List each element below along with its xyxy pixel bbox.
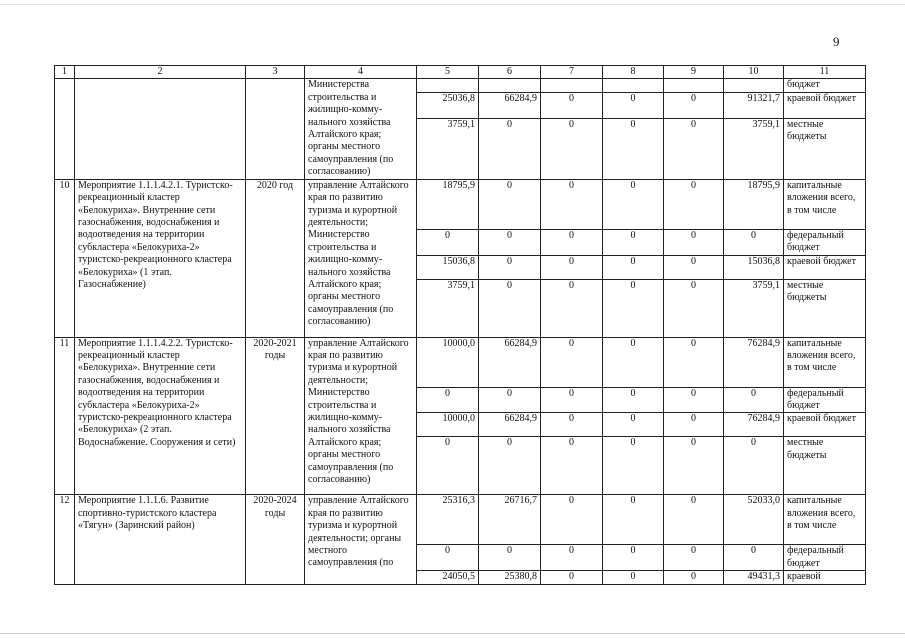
cell-year: 2020-2024 годы <box>246 495 305 585</box>
cell-value: 0 <box>724 229 784 255</box>
cell-executor: управление Алтайского края по развитию туризма и курортной деятельности; Министерство строительства и жилищно-коммунального хозяйства Алтайского края; органы местного самоуправления (по согласованию) <box>305 179 417 337</box>
page-number: 9 <box>833 34 840 49</box>
cell-value: 10000,0 <box>417 337 479 387</box>
cell-value: 0 <box>664 337 724 387</box>
cell-value: 18795,9 <box>417 179 479 229</box>
budget-table <box>54 65 866 585</box>
cell-source: краевой <box>784 571 866 585</box>
cell-value: 0 <box>541 437 603 495</box>
cell-value: 15036,8 <box>417 255 479 279</box>
cell-value: 0 <box>603 255 664 279</box>
header-cell: 2 <box>75 66 246 79</box>
cell-value: 0 <box>417 437 479 495</box>
cell-value: 0 <box>541 387 603 413</box>
cell-year: 2020-2021 годы <box>246 337 305 495</box>
cell-value: 0 <box>603 118 664 179</box>
cell-executor: управление Алтайского края по развитию туризма и курортной деятельности; Министерство строительства и жилищно-коммунального хозяйства Алтайского края; органы местного самоуправления (по согласованию) <box>305 337 417 495</box>
cell-value: 0 <box>664 413 724 437</box>
cell-value: 0 <box>603 387 664 413</box>
cell-value: 26716,7 <box>479 495 541 545</box>
cell-source: федеральный бюджет <box>784 545 866 571</box>
header-cell: 9 <box>664 66 724 79</box>
cell-value: 0 <box>664 279 724 337</box>
cell-value: 25380,8 <box>479 571 541 585</box>
cell-value: 0 <box>664 92 724 118</box>
cell-value: 0 <box>664 571 724 585</box>
cell-value: 25036,8 <box>417 92 479 118</box>
cell-value <box>664 79 724 92</box>
cell-executor: Министерства строительства и жилищно-коммунального хозяйства Алтайского края; органы местного самоуправления (по согласованию) <box>305 79 417 179</box>
cell-value: 66284,9 <box>479 413 541 437</box>
cell-source: капитальные вложения всего, в том числе <box>784 337 866 387</box>
cell-value: 0 <box>541 92 603 118</box>
cell-value: 0 <box>664 387 724 413</box>
cell-name: Мероприятие 1.1.1.6. Развитие спортивно-туристского кластера «Тягун» (Заринский район) <box>75 495 246 585</box>
cell-source: краевой бюджет <box>784 92 866 118</box>
cell-num <box>55 79 75 179</box>
cell-value <box>417 79 479 92</box>
cell-name: Мероприятие 1.1.1.4.2.2. Туристско-рекреационный кластер «Белокуриха». Внутренние сети газоснабжения, водоснабжения и водоотведения на территории субкластера «Белокуриха-2» туристско-рекреационного кластера «Белокуриха» (2 этап. Водоснабжение. Сооружения и сети) <box>75 337 246 495</box>
cell-source: краевой бюджет <box>784 255 866 279</box>
header-cell: 11 <box>784 66 866 79</box>
cell-value: 15036,8 <box>724 255 784 279</box>
cell-value: 0 <box>664 229 724 255</box>
cell-value: 0 <box>603 437 664 495</box>
cell-source: капитальные вложения всего, в том числе <box>784 179 866 229</box>
cell-value: 0 <box>603 179 664 229</box>
top-edge <box>0 4 905 5</box>
cell-value: 0 <box>541 495 603 545</box>
cell-value: 0 <box>541 118 603 179</box>
cell-value: 0 <box>479 229 541 255</box>
cell-year <box>246 79 305 179</box>
header-cell: 8 <box>603 66 664 79</box>
cell-value: 0 <box>479 387 541 413</box>
cell-source: краевой бюджет <box>784 413 866 437</box>
cell-source: капитальные вложения всего, в том числе <box>784 495 866 545</box>
table-row <box>55 179 866 229</box>
cell-value: 0 <box>541 229 603 255</box>
header-cell: 3 <box>246 66 305 79</box>
header-cell: 1 <box>55 66 75 79</box>
cell-value: 0 <box>541 413 603 437</box>
header-cell: 6 <box>479 66 541 79</box>
cell-value: 0 <box>603 337 664 387</box>
cell-value: 91321,7 <box>724 92 784 118</box>
cell-value: 76284,9 <box>724 413 784 437</box>
cell-value: 3759,1 <box>724 279 784 337</box>
cell-value: 0 <box>417 387 479 413</box>
cell-value: 0 <box>724 545 784 571</box>
cell-value: 0 <box>664 437 724 495</box>
cell-value: 0 <box>541 571 603 585</box>
table-row <box>55 495 866 545</box>
cell-source: федеральный бюджет <box>784 229 866 255</box>
header-row <box>55 66 866 79</box>
cell-value: 0 <box>479 255 541 279</box>
header-cell: 4 <box>305 66 417 79</box>
cell-value: 0 <box>603 571 664 585</box>
cell-value: 0 <box>664 495 724 545</box>
header-cell: 10 <box>724 66 784 79</box>
cell-value: 3759,1 <box>417 279 479 337</box>
cell-executor: управление Алтайского края по развитию туризма и курортной деятельности; органы местного самоуправления (по <box>305 495 417 585</box>
cell-value: 0 <box>603 279 664 337</box>
cell-value <box>724 79 784 92</box>
cell-value <box>603 79 664 92</box>
cell-value: 0 <box>479 118 541 179</box>
cell-value: 3759,1 <box>724 118 784 179</box>
cell-value: 0 <box>541 179 603 229</box>
cell-name: Мероприятие 1.1.1.4.2.1. Туристско-рекреационный кластер «Белокуриха». Внутренние сети газоснабжения, водоснабжения и водоотведения на территории субкластера «Белокуриха-2» туристско-рекреационного кластера «Белокуриха» (1 этап. Газоснабжение) <box>75 179 246 337</box>
cell-num: 11 <box>55 337 75 495</box>
cell-value: 24050,5 <box>417 571 479 585</box>
table-row <box>55 337 866 387</box>
cell-value: 0 <box>417 545 479 571</box>
cell-value: 3759,1 <box>417 118 479 179</box>
cell-value: 10000,0 <box>417 413 479 437</box>
cell-value: 0 <box>664 545 724 571</box>
cell-value: 66284,9 <box>479 337 541 387</box>
cell-source: местные бюджеты <box>784 118 866 179</box>
cell-source: бюджет <box>784 79 866 92</box>
cell-name <box>75 79 246 179</box>
cell-value: 0 <box>603 495 664 545</box>
cell-source: федеральный бюджет <box>784 387 866 413</box>
cell-value: 0 <box>479 437 541 495</box>
cell-value: 0 <box>664 179 724 229</box>
header-cell: 7 <box>541 66 603 79</box>
cell-value: 0 <box>603 92 664 118</box>
cell-value: 18795,9 <box>724 179 784 229</box>
cell-value: 0 <box>479 279 541 337</box>
cell-value: 0 <box>724 387 784 413</box>
cell-value: 49431,3 <box>724 571 784 585</box>
cell-value: 0 <box>541 337 603 387</box>
table-row <box>55 79 866 92</box>
cell-year: 2020 год <box>246 179 305 337</box>
cell-value: 0 <box>664 255 724 279</box>
cell-source: местные бюджеты <box>784 279 866 337</box>
cell-value: 0 <box>724 437 784 495</box>
cell-num: 10 <box>55 179 75 337</box>
cell-value: 0 <box>417 229 479 255</box>
bottom-edge <box>0 633 905 634</box>
cell-value: 25316,3 <box>417 495 479 545</box>
header-cell: 5 <box>417 66 479 79</box>
cell-value: 0 <box>664 118 724 179</box>
cell-source: местные бюджеты <box>784 437 866 495</box>
cell-num: 12 <box>55 495 75 585</box>
cell-value: 0 <box>541 255 603 279</box>
cell-value <box>541 79 603 92</box>
cell-value: 0 <box>603 229 664 255</box>
cell-value: 52033,0 <box>724 495 784 545</box>
cell-value: 0 <box>479 179 541 229</box>
cell-value <box>479 79 541 92</box>
cell-value: 0 <box>479 545 541 571</box>
cell-value: 76284,9 <box>724 337 784 387</box>
cell-value: 0 <box>603 413 664 437</box>
cell-value: 0 <box>541 545 603 571</box>
cell-value: 66284,9 <box>479 92 541 118</box>
cell-value: 0 <box>541 279 603 337</box>
cell-value: 0 <box>603 545 664 571</box>
